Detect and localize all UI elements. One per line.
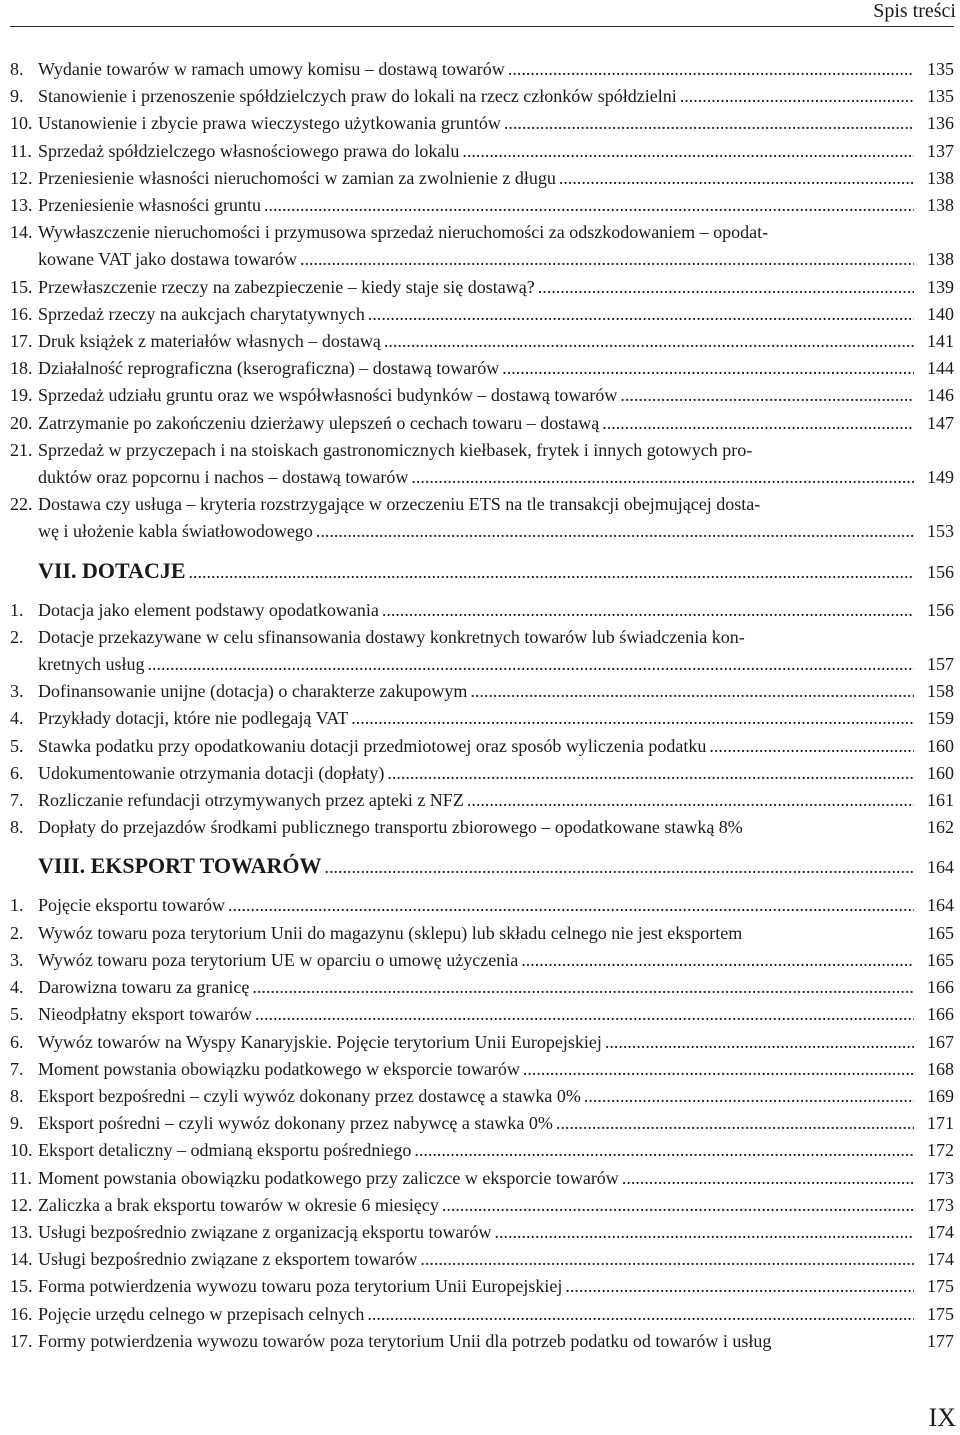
toc-page-number: 135 <box>927 86 954 107</box>
toc-entry[interactable] <box>0 974 960 1001</box>
toc-entry-title: Forma potwierdzenia wywozu towaru poza terytorium Unii Europejskiej <box>38 1276 563 1297</box>
toc-entry-title: Ustanowienie i zbycie prawa wieczystego użytkowania gruntów <box>38 113 501 134</box>
dot-leader <box>462 138 914 165</box>
toc-entry-number: 10. <box>10 113 33 134</box>
toc-entry[interactable] <box>0 947 960 974</box>
toc-entry[interactable] <box>0 1056 960 1083</box>
toc-entry-title: Moment powstania obowiązku podatkowego w eksporcie towarów <box>38 1058 520 1079</box>
toc-page-number: 146 <box>927 385 954 406</box>
toc-entry[interactable] <box>0 1137 960 1164</box>
toc-entry-title: Dopłaty do przejazdów środkami publicznego transportu zbiorowego – opodatkowane stawką 8% <box>38 817 743 838</box>
toc-entry-number: 10. <box>10 1140 33 1161</box>
toc-entry-title-line <box>38 1165 914 1192</box>
toc-page-number: 136 <box>927 113 954 134</box>
toc-entry-number: 5. <box>10 1004 24 1025</box>
toc-entry[interactable] <box>0 1110 960 1137</box>
header-rule <box>10 26 954 27</box>
toc-page-number: 160 <box>927 762 954 783</box>
toc-page-number: 135 <box>927 59 954 79</box>
toc-entry[interactable] <box>0 138 960 165</box>
toc-entry-number: 16. <box>10 1303 33 1324</box>
toc-entry-number: 20. <box>10 412 33 433</box>
toc-entry-title: wę i ułożenie kabla światłowodowego <box>38 521 313 542</box>
toc-entry-title-line <box>38 1137 914 1164</box>
toc-page-number: 147 <box>927 412 954 433</box>
dot-leader <box>559 165 914 192</box>
toc-entry-number: 18. <box>10 358 33 379</box>
running-header: Spis treści <box>873 0 956 22</box>
toc-entry[interactable] <box>0 1192 960 1219</box>
toc-page-number: 177 <box>927 1330 954 1351</box>
toc-entry-title-line <box>38 355 914 382</box>
dot-leader <box>709 733 914 760</box>
toc-entry-title-line <box>38 83 914 110</box>
toc-entry-title-line <box>38 1328 914 1355</box>
dot-leader <box>264 192 914 219</box>
toc-entry-title: Usługi bezpośrednio związane z organizacją eksportu towarów <box>38 1221 492 1242</box>
toc-entry[interactable] <box>0 678 960 705</box>
toc-page-number: 173 <box>927 1194 954 1215</box>
toc-entry-title: Eksport bezpośredni – czyli wywóz dokonany przez dostawcę a stawka 0% <box>38 1085 581 1106</box>
toc-entry-title: Druk książek z materiałów własnych – dostawą <box>38 331 381 352</box>
dot-leader <box>467 787 914 814</box>
toc-entry[interactable] <box>0 760 960 787</box>
toc-page-number: 173 <box>927 1167 954 1188</box>
toc-page-number: 175 <box>927 1276 954 1297</box>
toc-entry[interactable] <box>0 624 960 678</box>
toc-entry-title: Przewłaszczenie rzeczy na zabezpieczenie – kiedy staje się dostawą? <box>38 276 535 297</box>
dot-leader <box>504 110 914 137</box>
toc-entry-title: Eksport detaliczny – odmianą eksportu pośredniego <box>38 1140 412 1161</box>
toc-entry-number: 14. <box>10 1249 33 1270</box>
toc-page-number: 139 <box>927 276 954 297</box>
toc-entry-title-line <box>38 947 914 974</box>
toc-entry-number: 13. <box>10 195 33 216</box>
toc-entry-title-line <box>38 920 914 947</box>
toc-page-number: 166 <box>927 977 954 998</box>
toc-entry-title: Sprzedaż udziału gruntu oraz we współwłasności budynków – dostawą towarów <box>38 385 618 406</box>
dot-leader <box>316 518 914 545</box>
dot-leader <box>620 382 914 409</box>
toc-entry-number: 22. <box>10 494 33 515</box>
dot-leader <box>622 1165 914 1192</box>
toc-entry-title: Przeniesienie własności gruntu <box>38 195 261 216</box>
toc-entry[interactable] <box>0 437 960 491</box>
toc-entry-title: Stawka podatku przy opodatkowaniu dotacji przedmiotowej oraz sposób wyliczenia podatku <box>38 735 707 756</box>
toc-entry-title: Dotacja jako element podstawy opodatkowania <box>38 599 379 620</box>
toc-entry-title-line <box>38 110 914 137</box>
toc-entry-title: Nieodpłatny eksport towarów <box>38 1004 252 1025</box>
toc-entry-title: Zaliczka a brak eksportu towarów w okresie 6 miesięcy <box>38 1194 439 1215</box>
toc-entry-title-line <box>38 165 914 192</box>
toc-entry-number: 9. <box>10 1113 24 1134</box>
toc-entry-title: kowane VAT jako dostawa towarów <box>38 249 297 270</box>
toc-entry-number: 8. <box>10 817 24 838</box>
toc-entry[interactable] <box>0 192 960 219</box>
toc-entry-number: 6. <box>10 762 24 783</box>
toc-entry[interactable] <box>0 733 960 760</box>
toc-entry-title: VII. DOTACJE <box>38 557 186 583</box>
toc-entry-title-line <box>38 1029 914 1056</box>
toc-page-number: 162 <box>927 817 954 838</box>
toc-entry-number: 12. <box>10 167 33 188</box>
toc-entry[interactable] <box>0 1001 960 1028</box>
toc-entry[interactable] <box>0 83 960 110</box>
dot-leader <box>189 557 914 587</box>
toc-entry[interactable] <box>0 705 960 732</box>
toc-page-number: 138 <box>927 249 954 270</box>
toc-entry[interactable] <box>0 355 960 382</box>
toc-page-number: 165 <box>927 949 954 970</box>
dot-leader <box>556 1110 914 1137</box>
toc-entry[interactable] <box>0 1246 960 1273</box>
toc-entry-number: 16. <box>10 303 33 324</box>
toc-page-number: 158 <box>927 681 954 702</box>
toc-entry[interactable] <box>0 274 960 301</box>
toc-entry-title: duktów oraz popcornu i nachos – dostawą towarów <box>38 467 409 488</box>
toc-entry[interactable] <box>0 1301 960 1328</box>
toc-entry-title-line <box>38 851 914 882</box>
toc-entry-number: 4. <box>10 708 24 729</box>
toc-entry-number: 2. <box>10 626 24 647</box>
dot-leader <box>147 651 914 678</box>
dot-leader <box>565 1273 914 1300</box>
toc-entry-title: Sprzedaż spółdzielczego własnościowego prawa do lokalu <box>38 140 460 161</box>
toc-entry-title: Eksport pośredni – czyli wywóz dokonany przez nabywcę a stawka 0% <box>38 1113 553 1134</box>
toc-entry-title-line <box>38 382 914 409</box>
toc-entry-title: Udokumentowanie otrzymania dotacji (dopłaty) <box>38 762 385 783</box>
dot-leader <box>351 705 914 732</box>
dot-leader <box>521 947 914 974</box>
toc-entry-title: Dofinansowanie unijne (dotacja) o charakterze zakupowym <box>38 681 468 702</box>
toc-entry-title-line <box>38 651 914 678</box>
toc-entry-title-line <box>38 892 914 919</box>
toc-entry-title-line <box>38 1219 914 1246</box>
dot-leader <box>605 1029 914 1056</box>
toc-page-number: 174 <box>927 1249 954 1270</box>
toc-entry[interactable] <box>0 165 960 192</box>
toc-entry-title-line <box>38 1192 914 1219</box>
dot-leader <box>255 1001 914 1028</box>
toc-entry[interactable] <box>0 1083 960 1110</box>
toc-entry-number: 7. <box>10 1058 24 1079</box>
dot-leader <box>228 892 914 919</box>
toc-page-number: 168 <box>927 1058 954 1079</box>
dot-leader <box>324 852 914 882</box>
toc-entry[interactable] <box>0 491 960 545</box>
toc-page-number: 171 <box>927 1113 954 1134</box>
toc-entry[interactable] <box>0 1273 960 1300</box>
toc-entry[interactable] <box>0 219 960 273</box>
toc-entry-number: 12. <box>10 1194 33 1215</box>
dot-leader <box>300 246 914 273</box>
dot-leader <box>414 1137 914 1164</box>
toc-entry-number: 3. <box>10 681 24 702</box>
toc-entry-title: Usługi bezpośrednio związane z eksportem towarów <box>38 1249 418 1270</box>
toc-entry-title: Pojęcie urzędu celnego w przepisach celnych <box>38 1303 365 1324</box>
toc-page-number: 174 <box>927 1221 954 1242</box>
toc-entry-title: Rozliczanie refundacji otrzymywanych przez apteki z NFZ <box>38 790 464 811</box>
toc-entry[interactable] <box>0 787 960 814</box>
dot-leader <box>680 83 914 110</box>
toc-page-number: 138 <box>927 167 954 188</box>
toc-entry-number: 17. <box>10 331 33 352</box>
toc-page-number: 144 <box>927 358 954 379</box>
toc-entry-title-line <box>38 556 914 587</box>
dot-leader <box>523 1056 914 1083</box>
toc-entry-title-line <box>38 56 914 83</box>
toc-page-number: 169 <box>927 1085 954 1106</box>
toc-entry[interactable] <box>0 814 960 841</box>
toc-page-number: 157 <box>927 654 954 675</box>
toc-chapter-heading[interactable] <box>0 556 960 587</box>
toc-entry[interactable] <box>0 1219 960 1246</box>
toc-page-number: 149 <box>927 467 954 488</box>
toc-entry-title: Formy potwierdzenia wywozu towarów poza terytorium Unii dla potrzeb podatku od towarów i usług <box>38 1330 772 1351</box>
toc-entry-title: Darowizna towaru za granicę <box>38 977 250 998</box>
toc-entry-title-line <box>38 733 914 760</box>
dot-leader <box>384 328 914 355</box>
toc-entry-title: Wydanie towarów w ramach umowy komisu – dostawą towarów <box>38 59 505 79</box>
toc-entry[interactable] <box>0 892 960 919</box>
toc-page-number: 166 <box>927 1004 954 1025</box>
toc-page-number: 167 <box>927 1031 954 1052</box>
toc-entry-title: VIII. EKSPORT TOWARÓW <box>38 853 322 879</box>
toc-entry[interactable] <box>0 56 960 83</box>
toc-entry-title-line: Sprzedaż w przyczepach i na stoiskach gastronomicznych kiełbasek, frytek i innych gotowych pro- <box>38 439 753 460</box>
toc-entry-number: 19. <box>10 385 33 406</box>
dot-leader <box>382 597 914 624</box>
toc-entry-title-line <box>38 1273 914 1300</box>
toc-entry-title-line: Dotacje przekazywane w celu sfinansowania dostawy konkretnych towarów lub świadczenia kon- <box>38 626 745 647</box>
toc-entry-title: Przykłady dotacji, które nie podlegają VAT <box>38 708 349 729</box>
toc-page-number: 175 <box>927 1303 954 1324</box>
toc-entry-number: 3. <box>10 949 24 970</box>
toc-entry-title-line: Dostawa czy usługa – kryteria rozstrzygające w orzeczeniu ETS na tle transakcji obejmującej dosta- <box>38 494 761 515</box>
dot-leader <box>252 974 914 1001</box>
toc-entry-number: 8. <box>10 1085 24 1106</box>
toc-entry-number: 14. <box>10 222 33 243</box>
toc-entry-title-line <box>38 597 914 624</box>
toc-entry-title-line <box>38 1083 914 1110</box>
toc-entry-title-line: Wywłaszczenie nieruchomości i przymusowa sprzedaż nieruchomości za odszkodowaniem – opodat- <box>38 222 769 243</box>
toc-entry[interactable] <box>0 1165 960 1192</box>
toc-entry[interactable] <box>0 301 960 328</box>
toc-entry-number: 1. <box>10 895 24 916</box>
dot-leader <box>538 274 914 301</box>
toc-entry-title: Zatrzymanie po zakończeniu dzierżawy ulepszeń o cechach towaru – dostawą <box>38 412 600 433</box>
toc-entry-title-line <box>38 274 914 301</box>
toc-entry-number: 11. <box>10 140 32 161</box>
toc-entry-title-line <box>38 246 914 273</box>
toc-entry-title: Sprzedaż rzeczy na aukcjach charytatywnych <box>38 303 365 324</box>
toc-entry[interactable] <box>0 410 960 437</box>
dot-leader <box>602 410 914 437</box>
toc-entry-title-line <box>38 787 914 814</box>
dot-leader <box>367 1301 914 1328</box>
toc-entry-title-line <box>38 760 914 787</box>
dot-leader <box>508 56 914 83</box>
toc-page-number: 156 <box>927 561 954 582</box>
toc-page-number: 165 <box>927 922 954 943</box>
toc-entry-number: 6. <box>10 1031 24 1052</box>
toc-page-number: 156 <box>927 599 954 620</box>
toc-entry-number: 13. <box>10 1221 33 1242</box>
toc-entry-number: 4. <box>10 977 24 998</box>
toc-entry-title: Wywóz towarów na Wyspy Kanaryjskie. Pojęcie terytorium Unii Europejskiej <box>38 1031 602 1052</box>
dot-leader <box>442 1192 914 1219</box>
dot-leader <box>502 355 914 382</box>
dot-leader <box>495 1219 915 1246</box>
toc-entry-number: 21. <box>10 439 33 460</box>
toc-page-number: 138 <box>927 195 954 216</box>
toc-entry-number: 7. <box>10 790 24 811</box>
toc-entry-number: 2. <box>10 922 24 943</box>
toc-entry[interactable] <box>0 382 960 409</box>
toc-entry-title-line <box>38 328 914 355</box>
dot-leader <box>420 1246 914 1273</box>
toc-page-number: 140 <box>927 303 954 324</box>
toc-entry-title: Przeniesienie własności nieruchomości w zamian za zwolnienie z długu <box>38 167 556 188</box>
toc-entry-title-line <box>38 705 914 732</box>
toc-entry[interactable] <box>0 920 960 947</box>
toc-chapter-heading[interactable] <box>0 851 960 882</box>
dot-leader <box>584 1083 914 1110</box>
toc-entry-number: 9. <box>10 86 24 107</box>
toc-page-number: 164 <box>927 857 954 878</box>
toc-entry-number: 8. <box>10 59 24 79</box>
toc-page-number: 172 <box>927 1140 954 1161</box>
toc-entry-title-line <box>38 1246 914 1273</box>
toc-entry-title: Moment powstania obowiązku podatkowego przy zaliczce w eksporcie towarów <box>38 1167 619 1188</box>
dot-leader <box>387 760 914 787</box>
toc-entry-title-line <box>38 410 914 437</box>
toc-page-number: 137 <box>927 140 954 161</box>
toc-entry-title-line <box>38 138 914 165</box>
toc-entry-title-line <box>38 974 914 1001</box>
toc-entry-title: Wywóz towaru poza terytorium Unii do magazynu (sklepu) lub składu celnego nie jest eksportem <box>38 922 743 943</box>
toc-entry-title-line <box>38 301 914 328</box>
toc-entry-title: Stanowienie i przenoszenie spółdzielczych praw do lokali na rzecz członków spółdzielni <box>38 86 677 107</box>
toc-page-number: 153 <box>927 521 954 542</box>
table-of-contents <box>0 56 960 1355</box>
toc-entry-title: Działalność reprograficzna (kserograficzna) – dostawą towarów <box>38 358 500 379</box>
toc-entry-title: Pojęcie eksportu towarów <box>38 895 225 916</box>
toc-page-number: 164 <box>927 895 954 916</box>
toc-entry-title-line <box>38 1001 914 1028</box>
dot-leader <box>368 301 914 328</box>
toc-entry-number: 11. <box>10 1167 32 1188</box>
toc-entry-title-line <box>38 1301 914 1328</box>
dot-leader <box>470 678 914 705</box>
toc-page-number: 141 <box>927 331 954 352</box>
toc-entry-title: Wywóz towaru poza terytorium UE w oparciu o umowę użyczenia <box>38 949 519 970</box>
toc-entry-number: 17. <box>10 1330 33 1351</box>
toc-page-number: 160 <box>927 735 954 756</box>
toc-entry[interactable] <box>0 328 960 355</box>
toc-entry-title-line <box>38 192 914 219</box>
toc-entry-title-line <box>38 814 914 841</box>
page-number: IX <box>928 1403 956 1432</box>
toc-entry[interactable] <box>0 110 960 137</box>
toc-page-number: 159 <box>927 708 954 729</box>
toc-entry-title: kretnych usług <box>38 654 145 675</box>
toc-entry-title-line <box>38 464 914 491</box>
toc-entry-number: 5. <box>10 735 24 756</box>
toc-entry[interactable] <box>0 1328 960 1355</box>
toc-entry-number: 15. <box>10 276 33 297</box>
toc-entry-number: 1. <box>10 599 24 620</box>
toc-entry[interactable] <box>0 597 960 624</box>
toc-entry-title-line <box>38 1110 914 1137</box>
toc-entry-title-line <box>38 518 914 545</box>
dot-leader <box>411 464 914 491</box>
toc-entry-title-line <box>38 1056 914 1083</box>
toc-entry-title-line <box>38 678 914 705</box>
toc-page-number: 161 <box>927 790 954 811</box>
toc-entry[interactable] <box>0 1029 960 1056</box>
toc-entry-number: 15. <box>10 1276 33 1297</box>
